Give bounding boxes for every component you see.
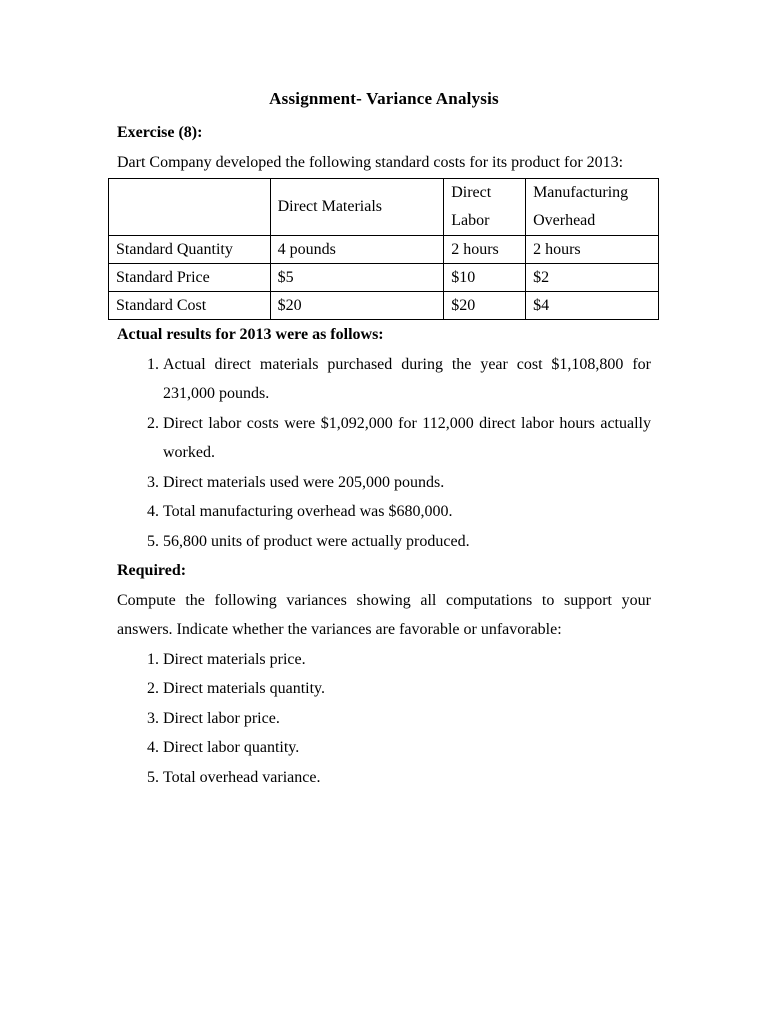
table-header-cell: Manufacturing Overhead — [526, 179, 659, 236]
table-cell: $10 — [444, 264, 526, 292]
actual-results-heading: Actual results for 2013 were as follows: — [117, 326, 384, 343]
list-item: 1. Actual direct materials purchased during the year cost $1,108,800 for 231,000 pounds. — [163, 350, 651, 409]
list-item: 1. Direct materials price. — [163, 645, 651, 675]
document-title: Assignment- Variance Analysis — [269, 89, 499, 108]
table-cell: Standard Cost — [109, 292, 271, 320]
required-list — [117, 645, 651, 793]
exercise-heading: Exercise (8): — [117, 124, 203, 141]
list-item: 4. Total manufacturing overhead was $680,000. — [163, 497, 651, 527]
table-cell: Standard Price — [109, 264, 271, 292]
table-row — [109, 264, 659, 292]
table-header-cell — [109, 179, 271, 236]
actual-results-list — [117, 350, 651, 557]
list-item: 2. Direct materials quantity. — [163, 674, 651, 704]
table-cell: $2 — [526, 264, 659, 292]
table-cell: 2 hours — [526, 236, 659, 264]
list-item: 5. Total overhead variance. — [163, 763, 651, 793]
list-item: 4. Direct labor quantity. — [163, 733, 651, 763]
table-cell: Standard Quantity — [109, 236, 271, 264]
table-header-cell: Direct Materials — [270, 179, 444, 236]
table-cell: $20 — [444, 292, 526, 320]
table-cell: $20 — [270, 292, 444, 320]
required-paragraph: Compute the following variances showing all computations to support your answers. Indicate whether the variances are favorable or unfavorable: — [117, 591, 651, 638]
document-body — [117, 118, 651, 792]
list-item: 2. Direct labor costs were $1,092,000 for 112,000 direct labor hours actually worked. — [163, 409, 651, 468]
intro-paragraph: Dart Company developed the following standard costs for its product for 2013: — [117, 153, 624, 171]
list-item: 5. 56,800 units of product were actually produced. — [163, 527, 651, 557]
table-header-row — [109, 179, 659, 236]
table-header-cell: Direct Labor — [444, 179, 526, 236]
standard-costs-table — [108, 178, 659, 320]
table-row — [109, 292, 659, 320]
table-cell: 2 hours — [444, 236, 526, 264]
table-cell: $4 — [526, 292, 659, 320]
list-item: 3. Direct materials used were 205,000 pounds. — [163, 468, 651, 498]
required-heading: Required: — [117, 562, 187, 579]
table-row — [109, 236, 659, 264]
list-item: 3. Direct labor price. — [163, 704, 651, 734]
table-cell: 4 pounds — [270, 236, 444, 264]
table-cell: $5 — [270, 264, 444, 292]
